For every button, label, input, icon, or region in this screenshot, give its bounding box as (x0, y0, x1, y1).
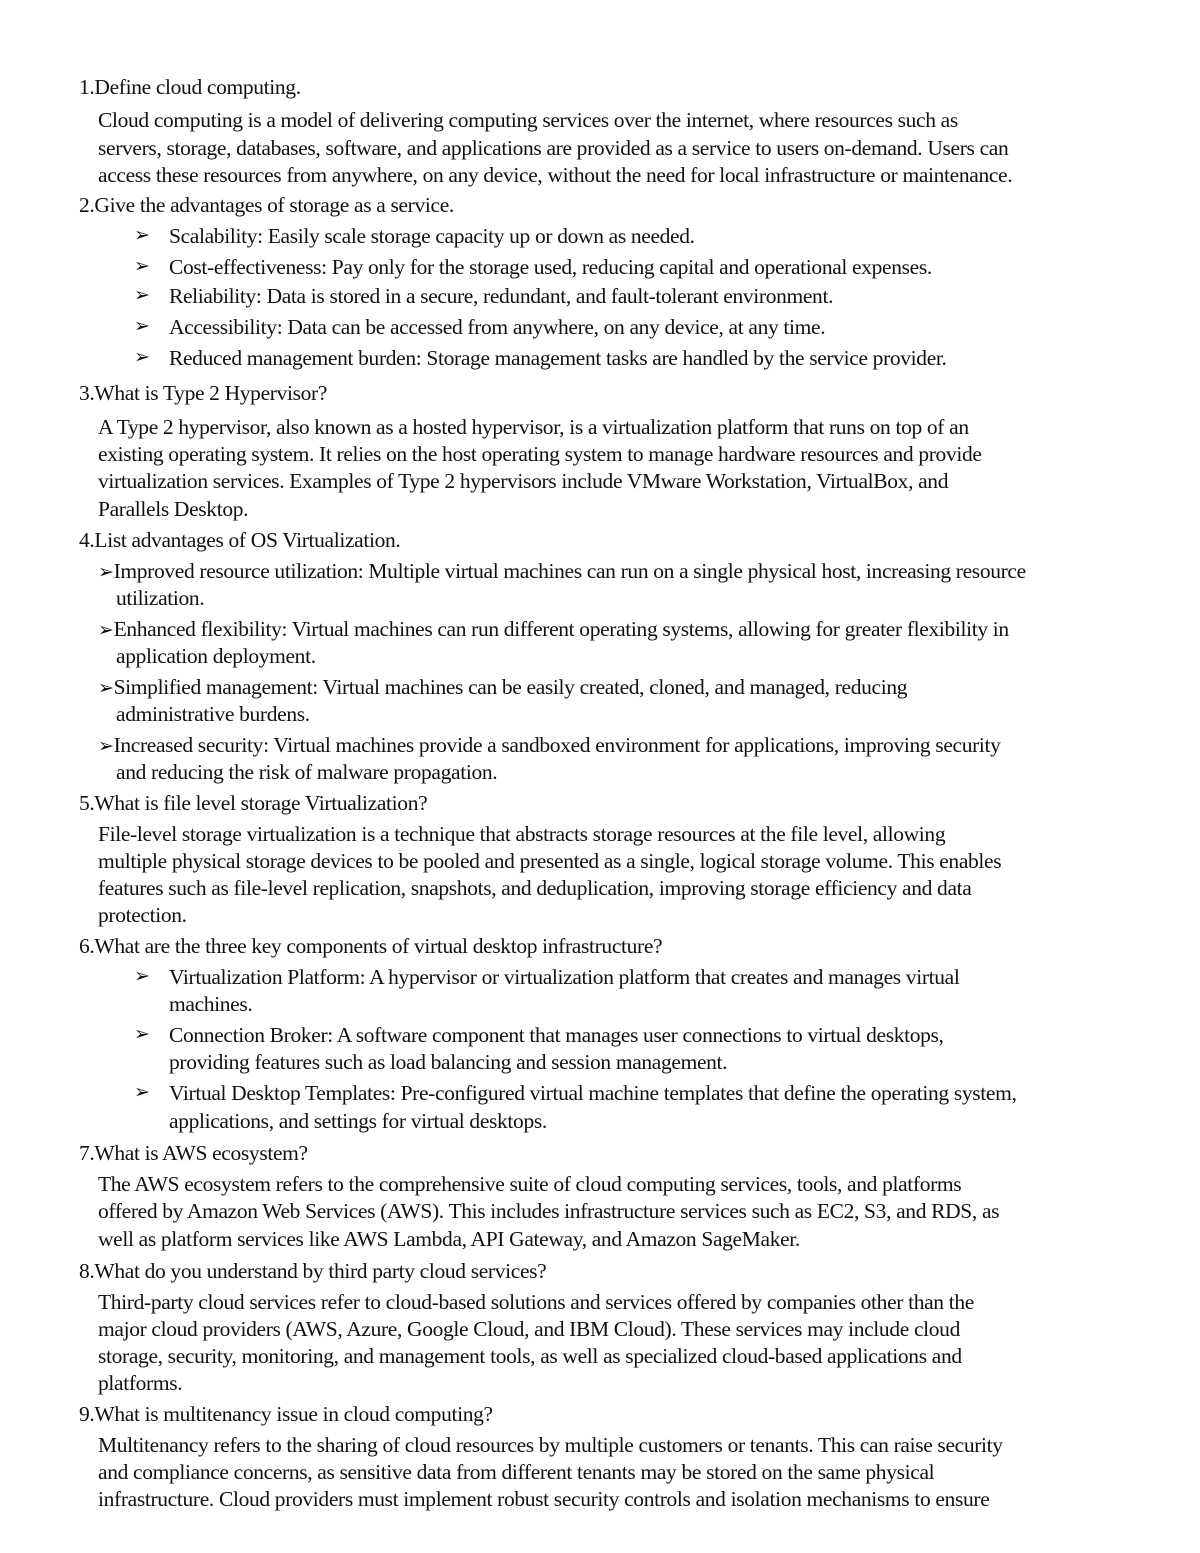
answer-2-bullet-4: Accessibility: Data can be accessed from anywhere, on any device, at any time. (169, 315, 826, 339)
answer-9-line-2: and compliance concerns, as sensitive data from different tenants may be stored on the same physical (98, 1460, 935, 1484)
arrow-bullet-icon: ➢ (134, 1082, 150, 1103)
arrow-bullet-icon: ➢ (98, 620, 114, 641)
question-2-title: 2.Give the advantages of storage as a service. (79, 193, 454, 217)
arrow-bullet-icon: ➢ (134, 225, 150, 246)
answer-4-bullet-1: ➢Improved resource utilization: Multiple virtual machines can run on a single physical host, increasing resource (98, 559, 1026, 583)
question-5-title: 5.What is file level storage Virtualization? (79, 791, 428, 815)
arrow-bullet-icon: ➢ (134, 285, 150, 306)
answer-9-line-1: Multitenancy refers to the sharing of cloud resources by multiple customers or tenants. This can raise security (98, 1433, 1003, 1457)
question-7-title: 7.What is AWS ecosystem? (79, 1141, 308, 1165)
answer-1-line-3: access these resources from anywhere, on any device, without the need for local infrastructure or maintenance. (98, 163, 1013, 187)
question-8-title: 8.What do you understand by third party cloud services? (79, 1259, 547, 1283)
arrow-bullet-icon: ➢ (134, 316, 150, 337)
arrow-bullet-icon: ➢ (98, 562, 114, 583)
question-6-title: 6.What are the three key components of virtual desktop infrastructure? (79, 934, 663, 958)
answer-2-bullet-2: Cost-effectiveness: Pay only for the storage used, reducing capital and operational expenses. (169, 255, 932, 279)
answer-6-bullet-3-cont: applications, and settings for virtual desktops. (169, 1109, 547, 1133)
answer-2-bullet-5: Reduced management burden: Storage management tasks are handled by the service provider. (169, 346, 947, 370)
answer-3-line-3: virtualization services. Examples of Type 2 hypervisors include VMware Workstation, VirtualBox, and (98, 469, 949, 493)
answer-4-bullet-2-cont: application deployment. (116, 644, 316, 668)
answer-8-line-4: platforms. (98, 1371, 183, 1395)
arrow-bullet-icon: ➢ (134, 1024, 150, 1045)
question-9-title: 9.What is multitenancy issue in cloud computing? (79, 1402, 493, 1426)
answer-3-line-1: A Type 2 hypervisor, also known as a hosted hypervisor, is a virtualization platform that runs on top of an (98, 415, 969, 439)
answer-6-bullet-3: Virtual Desktop Templates: Pre-configured virtual machine templates that define the operating system, (169, 1081, 1017, 1105)
answer-6-bullet-2: Connection Broker: A software component that manages user connections to virtual desktops, (169, 1023, 944, 1047)
answer-4-bullet-4: ➢Increased security: Virtual machines provide a sandboxed environment for applications, improving security (98, 733, 1001, 757)
answer-4-bullet-4-cont: and reducing the risk of malware propagation. (116, 760, 498, 784)
question-1-title: 1.Define cloud computing. (79, 75, 301, 99)
answer-5-line-3: features such as file-level replication, snapshots, and deduplication, improving storage efficiency and data (98, 876, 972, 900)
answer-7-line-3: well as platform services like AWS Lambda, API Gateway, and Amazon SageMaker. (98, 1227, 800, 1251)
answer-9-line-3: infrastructure. Cloud providers must implement robust security controls and isolation mechanisms to ensure (98, 1487, 990, 1511)
answer-2-bullet-3: Reliability: Data is stored in a secure, redundant, and fault-tolerant environment. (169, 284, 834, 308)
answer-7-line-2: offered by Amazon Web Services (AWS). This includes infrastructure services such as EC2, S3, and RDS, as (98, 1199, 1000, 1223)
answer-6-bullet-1: Virtualization Platform: A hypervisor or virtualization platform that creates and manages virtual (169, 965, 960, 989)
answer-8-line-2: major cloud providers (AWS, Azure, Google Cloud, and IBM Cloud). These services may include cloud (98, 1317, 960, 1341)
answer-4-bullet-2: ➢Enhanced flexibility: Virtual machines can run different operating systems, allowing for greater flexibility in (98, 617, 1009, 641)
arrow-bullet-icon: ➢ (134, 966, 150, 987)
answer-8-line-1: Third-party cloud services refer to cloud-based solutions and services offered by companies other than the (98, 1290, 974, 1314)
arrow-bullet-icon: ➢ (134, 256, 150, 277)
answer-4-bullet-1-cont: utilization. (116, 586, 205, 610)
answer-3-line-2: existing operating system. It relies on the host operating system to manage hardware resources and provide (98, 442, 982, 466)
answer-4-bullet-3: ➢Simplified management: Virtual machines can be easily created, cloned, and managed, reducing (98, 675, 908, 699)
answer-3-line-4: Parallels Desktop. (98, 497, 249, 521)
answer-7-line-1: The AWS ecosystem refers to the comprehensive suite of cloud computing services, tools, and platforms (98, 1172, 962, 1196)
arrow-bullet-icon: ➢ (98, 736, 114, 757)
answer-5-line-1: File-level storage virtualization is a technique that abstracts storage resources at the file level, allowing (98, 822, 946, 846)
question-3-title: 3.What is Type 2 Hypervisor? (79, 381, 328, 405)
answer-2-bullet-1: Scalability: Easily scale storage capacity up or down as needed. (169, 224, 695, 248)
answer-1-line-1: Cloud computing is a model of delivering computing services over the internet, where resources such as (98, 108, 958, 132)
answer-5-line-2: multiple physical storage devices to be pooled and presented as a single, logical storage volume. This enables (98, 849, 1002, 873)
arrow-bullet-icon: ➢ (134, 347, 150, 368)
answer-6-bullet-2-cont: providing features such as load balancing and session management. (169, 1050, 728, 1074)
answer-8-line-3: storage, security, monitoring, and management tools, as well as specialized cloud-based applications and (98, 1344, 962, 1368)
answer-5-line-4: protection. (98, 903, 187, 927)
question-4-title: 4.List advantages of OS Virtualization. (79, 528, 401, 552)
answer-4-bullet-3-cont: administrative burdens. (116, 702, 310, 726)
arrow-bullet-icon: ➢ (98, 678, 114, 699)
answer-6-bullet-1-cont: machines. (169, 992, 253, 1016)
answer-1-line-2: servers, storage, databases, software, and applications are provided as a service to users on-demand. Users can (98, 136, 1009, 160)
